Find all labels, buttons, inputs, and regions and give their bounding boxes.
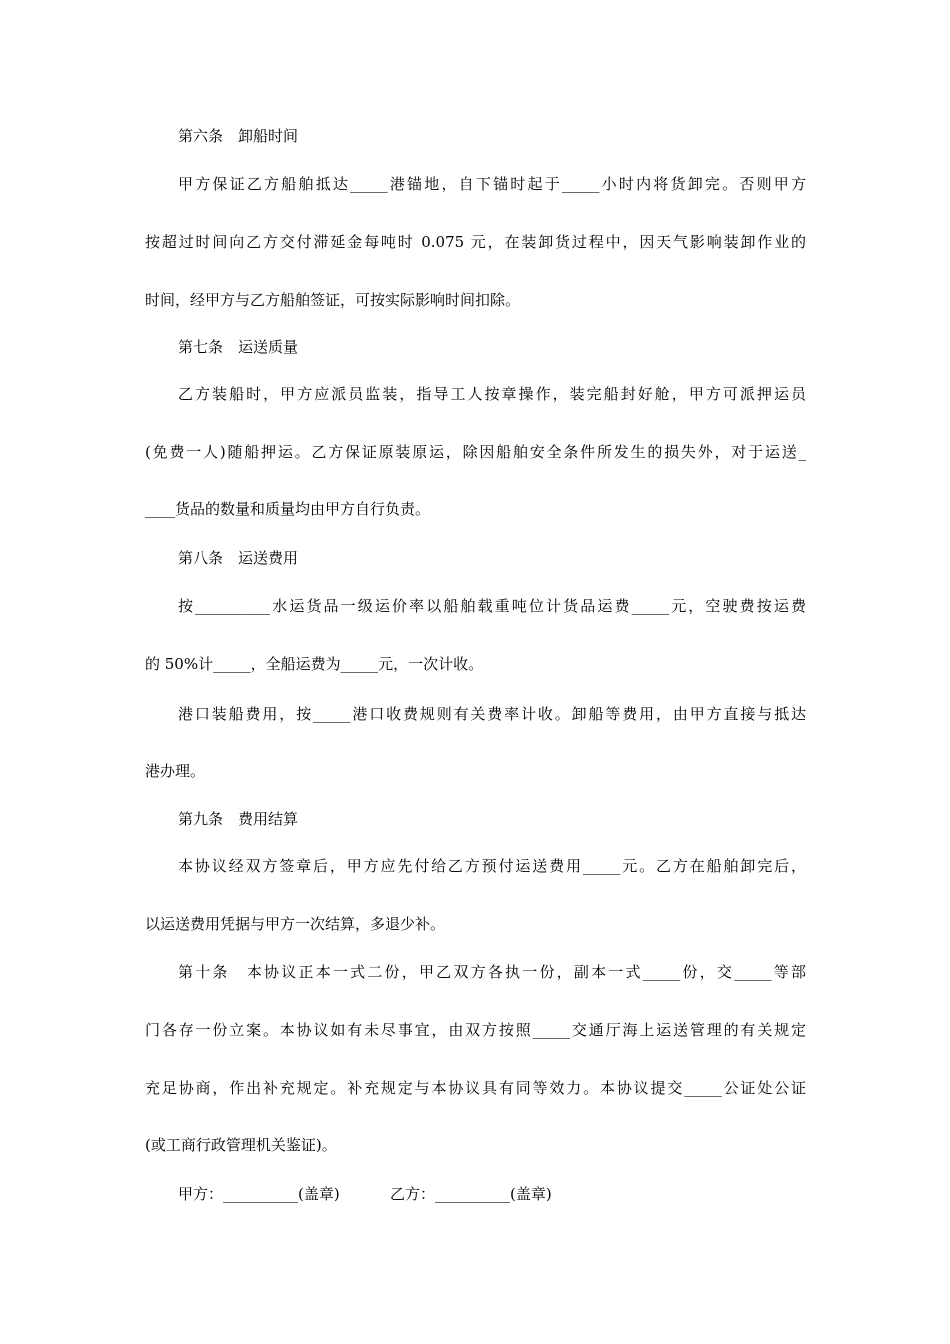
article-7-text-line-1: 乙方装船时，甲方应派员监装，指导工人按章操作，装完船封好舱，甲方可派押运员 xyxy=(178,385,806,403)
article-8-text-line-2: 的 50%计_____，全船运费为_____元，一次计收。 xyxy=(145,655,484,673)
article-9-heading: 第九条 费用结算 xyxy=(178,810,299,828)
article-6-text-line-1: 甲方保证乙方船舶抵达_____港锚地，自下锚时起于_____小时内将货卸完。否则甲方 xyxy=(178,175,806,193)
article-6-text-line-3: 时间，经甲方与乙方船舶签证，可按实际影响时间扣除。 xyxy=(145,291,521,309)
article-8-text-line-4: 港办理。 xyxy=(145,762,206,780)
article-9-text-line-2: 以运送费用凭据与甲方一次结算，多退少补。 xyxy=(145,915,446,933)
article-7-text-line-3: ____货品的数量和质量均由甲方自行负责。 xyxy=(145,500,431,518)
article-7-heading: 第七条 运送质量 xyxy=(178,338,299,356)
article-10-text-line-3: 充足协商，作出补充规定。补充规定与本协议具有同等效力。本协议提交_____公证处公证 xyxy=(145,1079,806,1097)
article-8-text-line-3: 港口装船费用，按_____港口收费规则有关费率计收。卸船等费用，由甲方直接与抵达 xyxy=(178,705,806,723)
article-6-heading: 第六条 卸船时间 xyxy=(178,127,299,145)
party-a-signature: 甲方：__________(盖章) xyxy=(178,1185,340,1203)
article-10-text-line-1: 第十条 本协议正本一式二份，甲乙双方各执一份，副本一式_____份，交_____等部 xyxy=(178,963,806,981)
article-9-text-line-1: 本协议经双方签章后，甲方应先付给乙方预付运送费用_____元。乙方在船舶卸完后， xyxy=(178,857,806,875)
party-b-signature: 乙方：__________(盖章) xyxy=(390,1185,552,1203)
article-8-text-line-1: 按__________水运货品一级运价率以船舶载重吨位计货品运费_____元，空驶费按运费 xyxy=(178,597,806,615)
article-7-text-line-2: (免费一人)随船押运。乙方保证原装原运，除因船舶安全条件所发生的损失外，对于运送_ xyxy=(145,443,806,461)
article-6-text-line-2: 按超过时间向乙方交付滞延金每吨时 0.075 元，在装卸货过程中，因天气影响装卸作业的 xyxy=(145,233,806,251)
article-10-text-line-4: (或工商行政管理机关鉴证)。 xyxy=(145,1136,337,1154)
article-8-heading: 第八条 运送费用 xyxy=(178,549,299,567)
article-10-text-line-2: 门各存一份立案。本协议如有未尽事宜，由双方按照_____交通厅海上运送管理的有关规定 xyxy=(145,1021,806,1039)
